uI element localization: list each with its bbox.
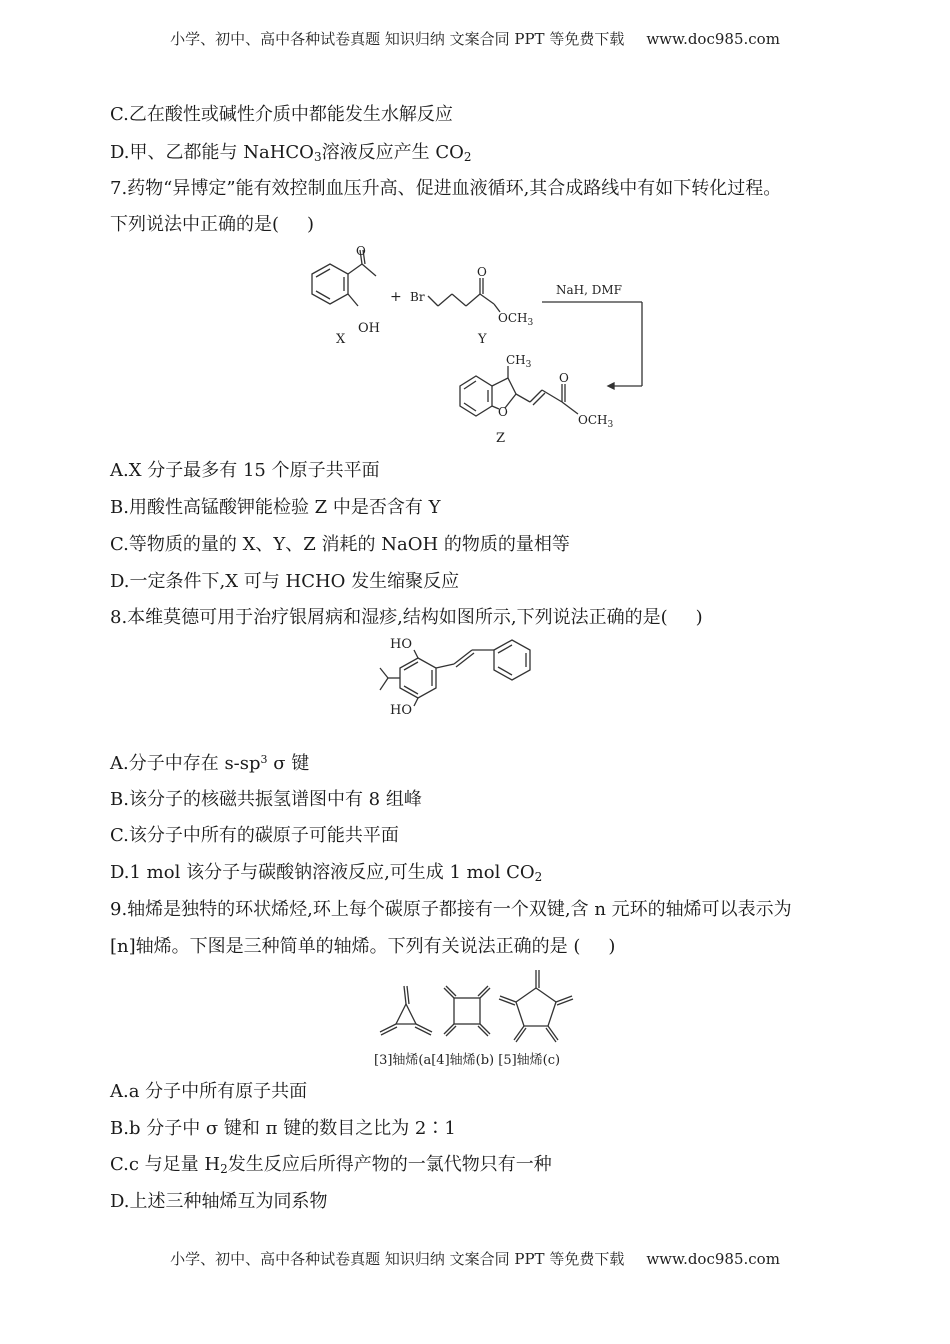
- q7-option-d: D.一定条件下,X 可与 HCHO 发生缩聚反应: [110, 571, 460, 592]
- q7-reaction-figure: [290, 244, 670, 450]
- q8-option-b: B.该分子的核磁共振氢谱图中有 8 组峰: [110, 789, 422, 810]
- q8-stem: 8.本维莫德可用于治疗银屑病和湿疹,结构如图所示,下列说法正确的是( ): [110, 607, 703, 628]
- q9-axialene-figure: [370, 966, 586, 1074]
- q8-option-c: C.该分子中所有的碳原子可能共平面: [110, 825, 399, 846]
- axialene-caption: [3]轴烯(a[4]轴烯(b) [5]轴烯(c): [374, 1053, 561, 1068]
- footer-site-link[interactable]: www.doc985.com: [646, 1250, 780, 1268]
- svg-text:O: O: [498, 405, 508, 419]
- q9-option-d: D.上述三种轴烯互为同系物: [110, 1191, 328, 1212]
- x-oh-label: OH: [358, 321, 380, 336]
- q7-option-a: A.X 分子最多有 15 个原子共平面: [110, 460, 380, 481]
- footer-text: 小学、初中、高中各种试卷真题 知识归纳 文案合同 PPT 等免费下载: [170, 1250, 625, 1268]
- svg-text:O: O: [356, 244, 366, 258]
- plus-sign: +: [390, 289, 402, 305]
- q9-stem-cont: [n]轴烯。下图是三种简单的轴烯。下列有关说法正确的是 ( ): [110, 936, 616, 957]
- q8-option-a: A.分子中存在 $s-sp^3$ σ 键: [110, 753, 310, 774]
- header-site-link[interactable]: www.doc985.com: [646, 30, 780, 48]
- axialene-4: [444, 986, 490, 1036]
- y-molecule: [428, 278, 500, 312]
- q9-option-a: A.a 分子中所有原子共面: [110, 1081, 308, 1102]
- x-molecule: [312, 250, 376, 306]
- q7-stem-cont: 下列说法中正确的是( ): [110, 214, 315, 235]
- reagent-label: NaH, DMF: [556, 283, 622, 297]
- q9-option-b: B.b 分子中 σ 键和 π 键的数目之比为 2∶1: [110, 1118, 456, 1139]
- page-footer: [0, 1248, 950, 1269]
- axialene-5: [499, 970, 573, 1042]
- header-text: 小学、初中、高中各种试卷真题 知识归纳 文案合同 PPT 等免费下载: [170, 30, 625, 48]
- axialene-3: [380, 986, 432, 1035]
- svg-text:O: O: [559, 371, 569, 385]
- svg-text:OCH3: $OCH_3$: [498, 311, 534, 328]
- q7-stem: 7.药物“异博定”能有效控制血压升高、促进血液循环,其合成路线中有如下转化过程。: [110, 178, 782, 199]
- q6-option-c: C.乙在酸性或碱性介质中都能发生水解反应: [110, 104, 453, 125]
- ho-bottom-label: HO: [390, 703, 412, 718]
- q9-stem: 9.轴烯是独特的环状烯烃,环上每个碳原子都接有一个双键,含 n 元环的轴烯可以表示为: [110, 899, 792, 920]
- ho-top-label: HO: [390, 637, 412, 652]
- x-label: X: [336, 332, 346, 347]
- reaction-arrow: [542, 302, 642, 389]
- svg-text:OCH3: $OCH_3$: [578, 413, 614, 430]
- svg-text:CH3: $CH_3$: [506, 353, 532, 370]
- q7-option-c: C.等物质的量的 X、Y、Z 消耗的 NaOH 的物质的量相等: [110, 534, 570, 555]
- q9-option-c: C.c 与足量 $H_2$发生反应后所得产物的一氯代物只有一种: [110, 1154, 552, 1176]
- q8-structure-figure: [372, 634, 582, 720]
- q7-option-b: B.用酸性高锰酸钾能检验 Z 中是否含有 Y: [110, 497, 441, 518]
- page-header: [0, 28, 950, 49]
- y-br-label: Br: [410, 290, 425, 304]
- z-label: Z: [496, 431, 506, 446]
- y-label: Y: [478, 332, 487, 347]
- q6-option-d: D.甲、乙都能与 NaHCO$_3$溶液反应产生 $CO_2$: [110, 142, 472, 164]
- q8-option-d: D.1 mol 该分子与碳酸钠溶液反应,可生成 1 mol $CO_2$: [110, 862, 543, 884]
- svg-text:O: O: [477, 265, 487, 279]
